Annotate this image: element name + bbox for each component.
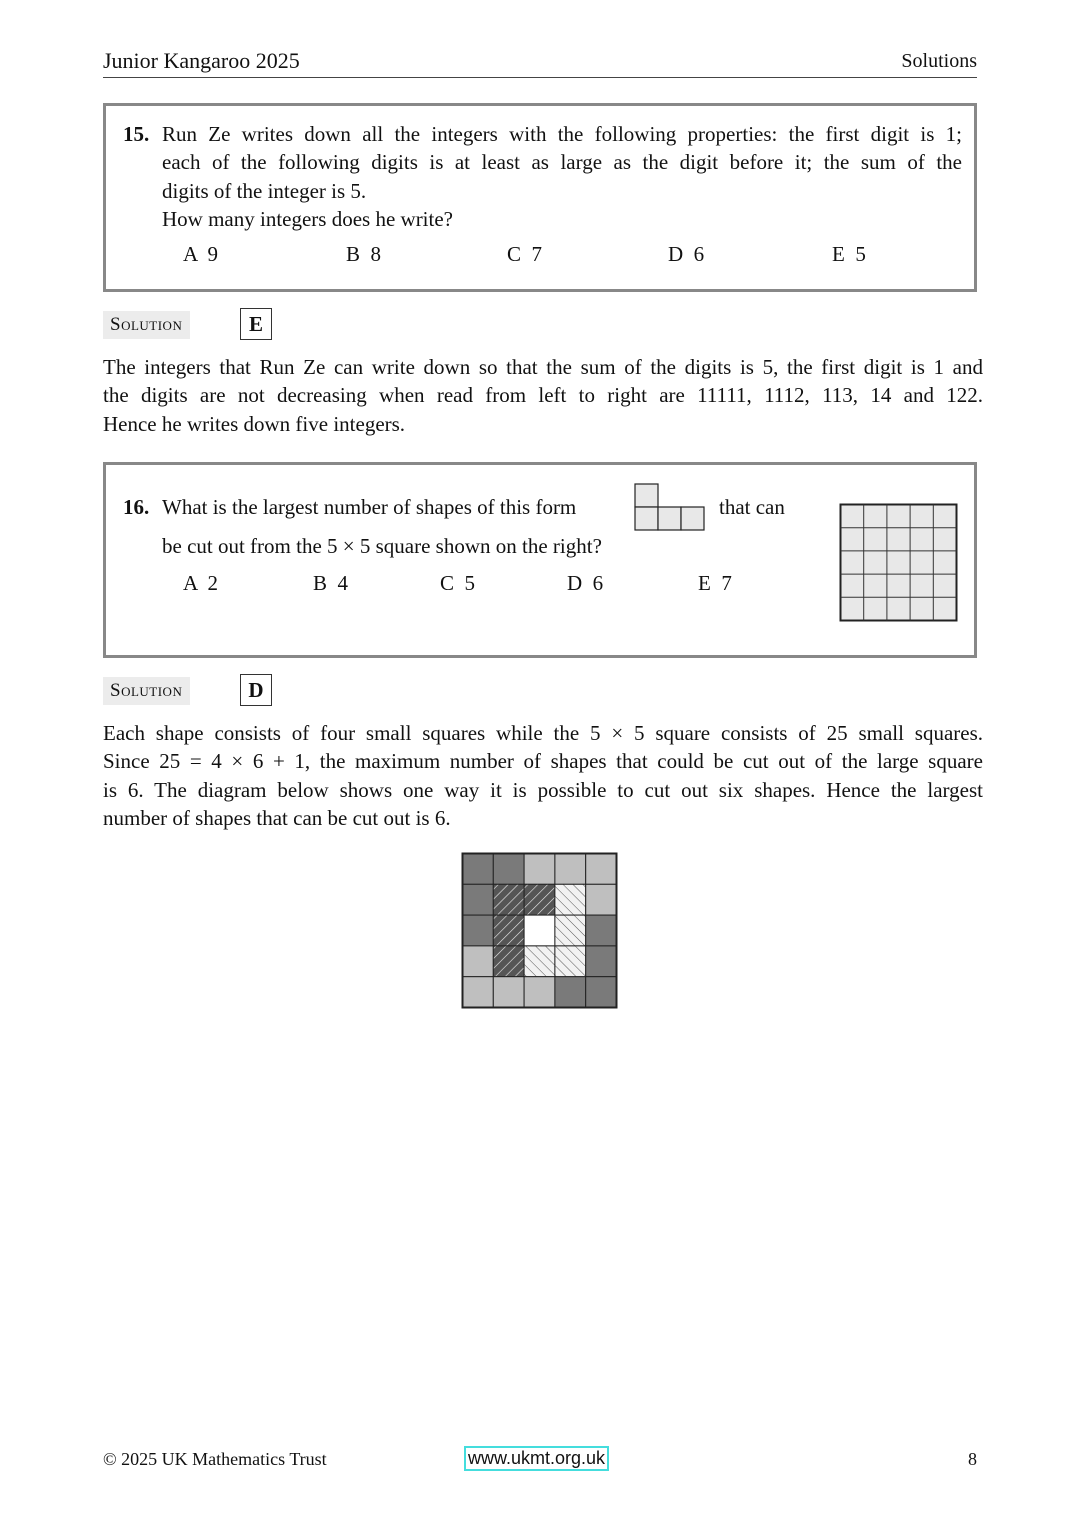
solution-16-line: Each shape consists of four small squares while the 5 × 5 square consists of 25 small squares. bbox=[103, 721, 983, 745]
diagram-cell bbox=[524, 946, 555, 977]
diagram-cell bbox=[555, 977, 586, 1008]
solution-15-line: Hence he writes down five integers. bbox=[103, 411, 406, 436]
diagram-cell bbox=[493, 884, 524, 915]
diagram-cell bbox=[463, 854, 494, 885]
option-a: A 2 bbox=[183, 571, 219, 595]
diagram-cell bbox=[586, 946, 617, 977]
diagram-cell bbox=[555, 915, 586, 946]
diagram-cell bbox=[555, 854, 586, 885]
solution-16-answer: D bbox=[240, 674, 272, 706]
solution-15-label: Solution bbox=[103, 311, 190, 339]
question-15-line: How many integers does he write? bbox=[162, 207, 453, 232]
question-16-number: 16. bbox=[123, 495, 150, 519]
question-16-box bbox=[103, 462, 977, 658]
option-d: D 6 bbox=[668, 242, 705, 266]
question-16-line2: be cut out from the 5 × 5 square shown on the right? bbox=[162, 534, 602, 558]
diagram-cell bbox=[524, 884, 555, 915]
solution-16-text bbox=[103, 719, 983, 833]
solution-16-line: Since 25 = 4 × 6 + 1, the maximum number of shapes that could be cut out of the large square bbox=[103, 749, 983, 774]
question-15-box bbox=[103, 103, 977, 292]
question-15-line: Run Ze writes down all the integers with the following properties: the first digit is 1; bbox=[162, 122, 962, 146]
header-section: Solutions bbox=[901, 50, 977, 72]
solution-16-label: Solution bbox=[103, 677, 190, 705]
diagram-cell bbox=[586, 884, 617, 915]
option-d: D 6 bbox=[567, 571, 604, 595]
diagram-cell bbox=[463, 946, 494, 977]
footer-website-link[interactable]: www.ukmt.org.uk bbox=[464, 1446, 609, 1471]
option-b: B 8 bbox=[346, 242, 382, 266]
question-15-line: each of the following digits is at least as large as the digit before it; the sum of the bbox=[162, 150, 962, 175]
diagram-cell bbox=[586, 854, 617, 885]
option-e: E 5 bbox=[832, 242, 866, 266]
diagram-cell bbox=[586, 915, 617, 946]
diagram-cell bbox=[493, 946, 524, 977]
diagram-cell bbox=[463, 915, 494, 946]
diagram-cell bbox=[586, 977, 617, 1008]
diagram-cell bbox=[555, 946, 586, 977]
diagram-cell bbox=[493, 977, 524, 1008]
solution-16-line: is 6. The diagram below shows one way it is possible to cut out six shapes. Hence the largest bbox=[103, 777, 983, 802]
solution-tiling-diagram bbox=[461, 852, 619, 1010]
l-shape-icon bbox=[634, 483, 707, 532]
solution-15-text bbox=[103, 353, 983, 438]
option-c: C 7 bbox=[507, 242, 543, 266]
diagram-cell bbox=[463, 977, 494, 1008]
question-16-line1-end: that can bbox=[719, 495, 785, 519]
question-15-text bbox=[162, 120, 962, 234]
diagram-cell bbox=[493, 915, 524, 946]
question-15-number: 15. bbox=[123, 122, 150, 146]
diagram-cell bbox=[463, 884, 494, 915]
option-c: C 5 bbox=[440, 571, 476, 595]
header-rule bbox=[103, 77, 977, 78]
option-a: A 9 bbox=[183, 242, 219, 266]
option-b: B 4 bbox=[313, 571, 349, 595]
header-title: Junior Kangaroo 2025 bbox=[103, 48, 300, 73]
solution-15-answer: E bbox=[240, 308, 272, 340]
diagram-cell bbox=[524, 915, 555, 946]
option-e: E 7 bbox=[698, 571, 732, 595]
grid-5x5-figure bbox=[839, 503, 959, 623]
diagram-cell bbox=[493, 854, 524, 885]
solution-15-line: The integers that Run Ze can write down so that the sum of the digits is 5, the first digit is 1 and bbox=[103, 355, 983, 379]
diagram-cell bbox=[524, 854, 555, 885]
solution-16-line: number of shapes that can be cut out is 6. bbox=[103, 806, 451, 831]
footer-copyright: © 2025 UK Mathematics Trust bbox=[103, 1449, 327, 1469]
solution-15-line: the digits are not decreasing when read from left to right are 11111, 1112, 113, 14 and 122. bbox=[103, 383, 983, 408]
question-15-line: digits of the integer is 5. bbox=[162, 178, 367, 203]
question-16-line1: What is the largest number of shapes of this form bbox=[162, 495, 577, 519]
diagram-cell bbox=[524, 977, 555, 1008]
diagram-cell bbox=[555, 884, 586, 915]
footer-page-number: 8 bbox=[968, 1449, 977, 1469]
